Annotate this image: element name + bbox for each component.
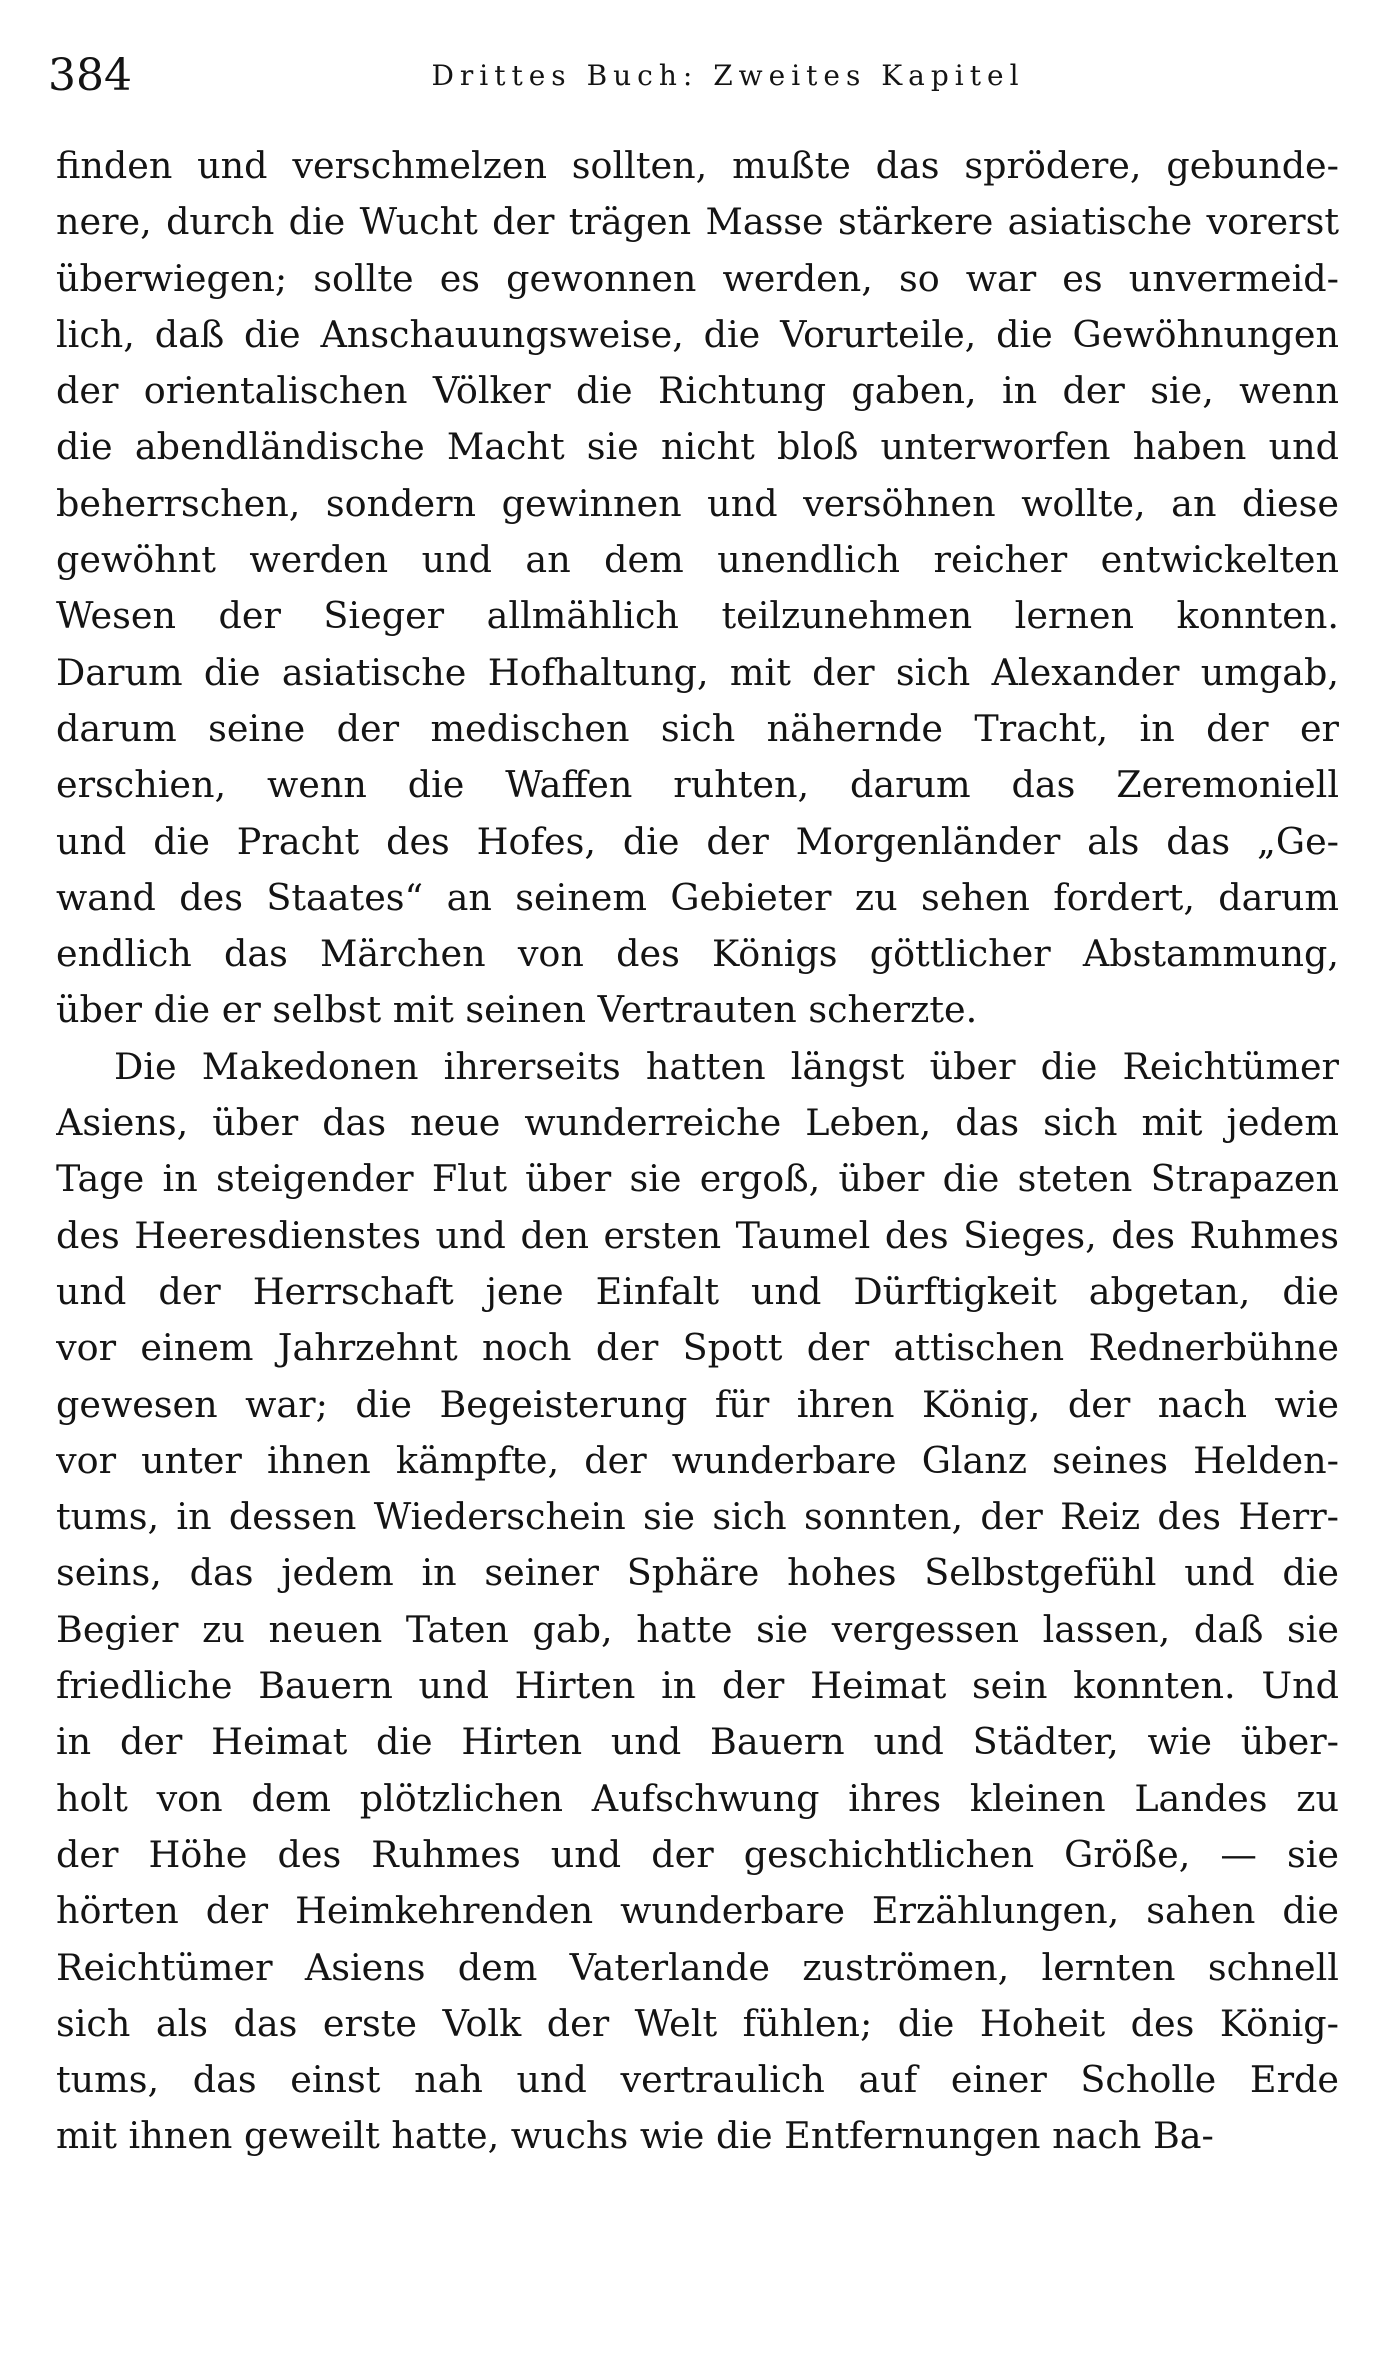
text-line: friedliche Bauern und Hirten in der Heimat sein konnten. Und: [56, 1664, 1339, 1708]
text-line: gewöhnt werden und an dem unendlich reicher entwickelten: [56, 538, 1339, 582]
text-line: tums, in dessen Wiederschein sie sich sonnten, der Reiz des Herr-: [56, 1495, 1339, 1539]
text-line: und der Herrschaft jene Einfalt und Dürftigkeit abgetan, die: [56, 1269, 1339, 1313]
text-line: vor unter ihnen kämpfte, der wunderbare Glanz seines Helden-: [56, 1438, 1339, 1482]
text-line: holt von dem plötzlichen Aufschwung ihres kleinen Landes zu: [56, 1776, 1339, 1820]
body-text: [56, 138, 1339, 2165]
text-line: beherrschen, sondern gewinnen und versöhnen wollte, an diese: [56, 481, 1339, 525]
text-line: Asiens, über das neue wunderreiche Leben, das sich mit jedem: [56, 1101, 1339, 1145]
text-line: Tage in steigender Flut über sie ergoß, über die steten Strapazen: [56, 1157, 1339, 1201]
text-line: der Höhe des Ruhmes und der geschichtlichen Größe, — sie: [56, 1832, 1339, 1876]
text-line: nere, durch die Wucht der trägen Masse stärkere asiatische vorerst: [56, 200, 1339, 244]
text-line: in der Heimat die Hirten und Bauern und Städter, wie über-: [56, 1720, 1339, 1764]
text-line: überwiegen; sollte es gewonnen werden, so war es unvermeid-: [56, 256, 1339, 300]
text-line: vor einem Jahrzehnt noch der Spott der attischen Rednerbühne: [56, 1326, 1339, 1370]
text-line: erschien, wenn die Waffen ruhten, darum das Zeremoniell: [56, 763, 1339, 807]
text-line: wand des Staates“ an seinem Gebieter zu sehen fordert, darum: [56, 875, 1339, 919]
running-title: Drittes Buch: Zweites Kapitel: [431, 59, 1025, 92]
text-line: die abendländische Macht sie nicht bloß unterworfen haben und: [56, 425, 1339, 469]
text-line: Begier zu neuen Taten gab, hatte sie vergessen lassen, daß sie: [56, 1607, 1339, 1651]
text-line: über die er selbst mit seinen Vertrauten scherzte.: [56, 988, 978, 1032]
text-line: mit ihnen geweilt hatte, wuchs wie die Entfernungen nach Ba-: [56, 2114, 1214, 2158]
text-line: lich, daß die Anschauungsweise, die Vorurteile, die Gewöhnungen: [56, 312, 1339, 356]
text-line: gewesen war; die Begeisterung für ihren König, der nach wie: [56, 1382, 1339, 1426]
text-line: Reichtümer Asiens dem Vaterlande zuströmen, lernten schnell: [56, 1945, 1339, 1989]
text-line: Wesen der Sieger allmählich teilzunehmen lernen konnten.: [56, 594, 1339, 638]
text-line: sich als das erste Volk der Welt fühlen; die Hoheit des König-: [56, 2001, 1339, 2045]
text-line: Die Makedonen ihrerseits hatten längst über die Reichtümer: [114, 1044, 1339, 1088]
text-line: und die Pracht des Hofes, die der Morgenländer als das „Ge-: [56, 819, 1339, 863]
text-line: endlich das Märchen von des Königs göttlicher Abstammung,: [56, 932, 1339, 976]
text-line: seins, das jedem in seiner Sphäre hohes Selbstgefühl und die: [56, 1551, 1339, 1595]
text-line: finden und verschmelzen sollten, mußte das sprödere, gebunde-: [56, 144, 1339, 187]
paragraph: [56, 138, 1339, 1039]
text-line: hörten der Heimkehrenden wunderbare Erzählungen, sahen die: [56, 1889, 1339, 1933]
text-line: tums, das einst nah und vertraulich auf einer Scholle Erde: [56, 2058, 1339, 2102]
running-head: [48, 46, 1338, 106]
text-line: darum seine der medischen sich nähernde Tracht, in der er: [56, 706, 1339, 750]
text-line: der orientalischen Völker die Richtung gaben, in der sie, wenn: [56, 369, 1339, 413]
paragraph: [56, 1039, 1339, 2165]
text-line: des Heeresdienstes und den ersten Taumel des Sieges, des Ruhmes: [56, 1213, 1339, 1257]
text-line: Darum die asiatische Hofhaltung, mit der sich Alexander umgab,: [56, 650, 1339, 694]
page-number: 384: [48, 50, 132, 101]
